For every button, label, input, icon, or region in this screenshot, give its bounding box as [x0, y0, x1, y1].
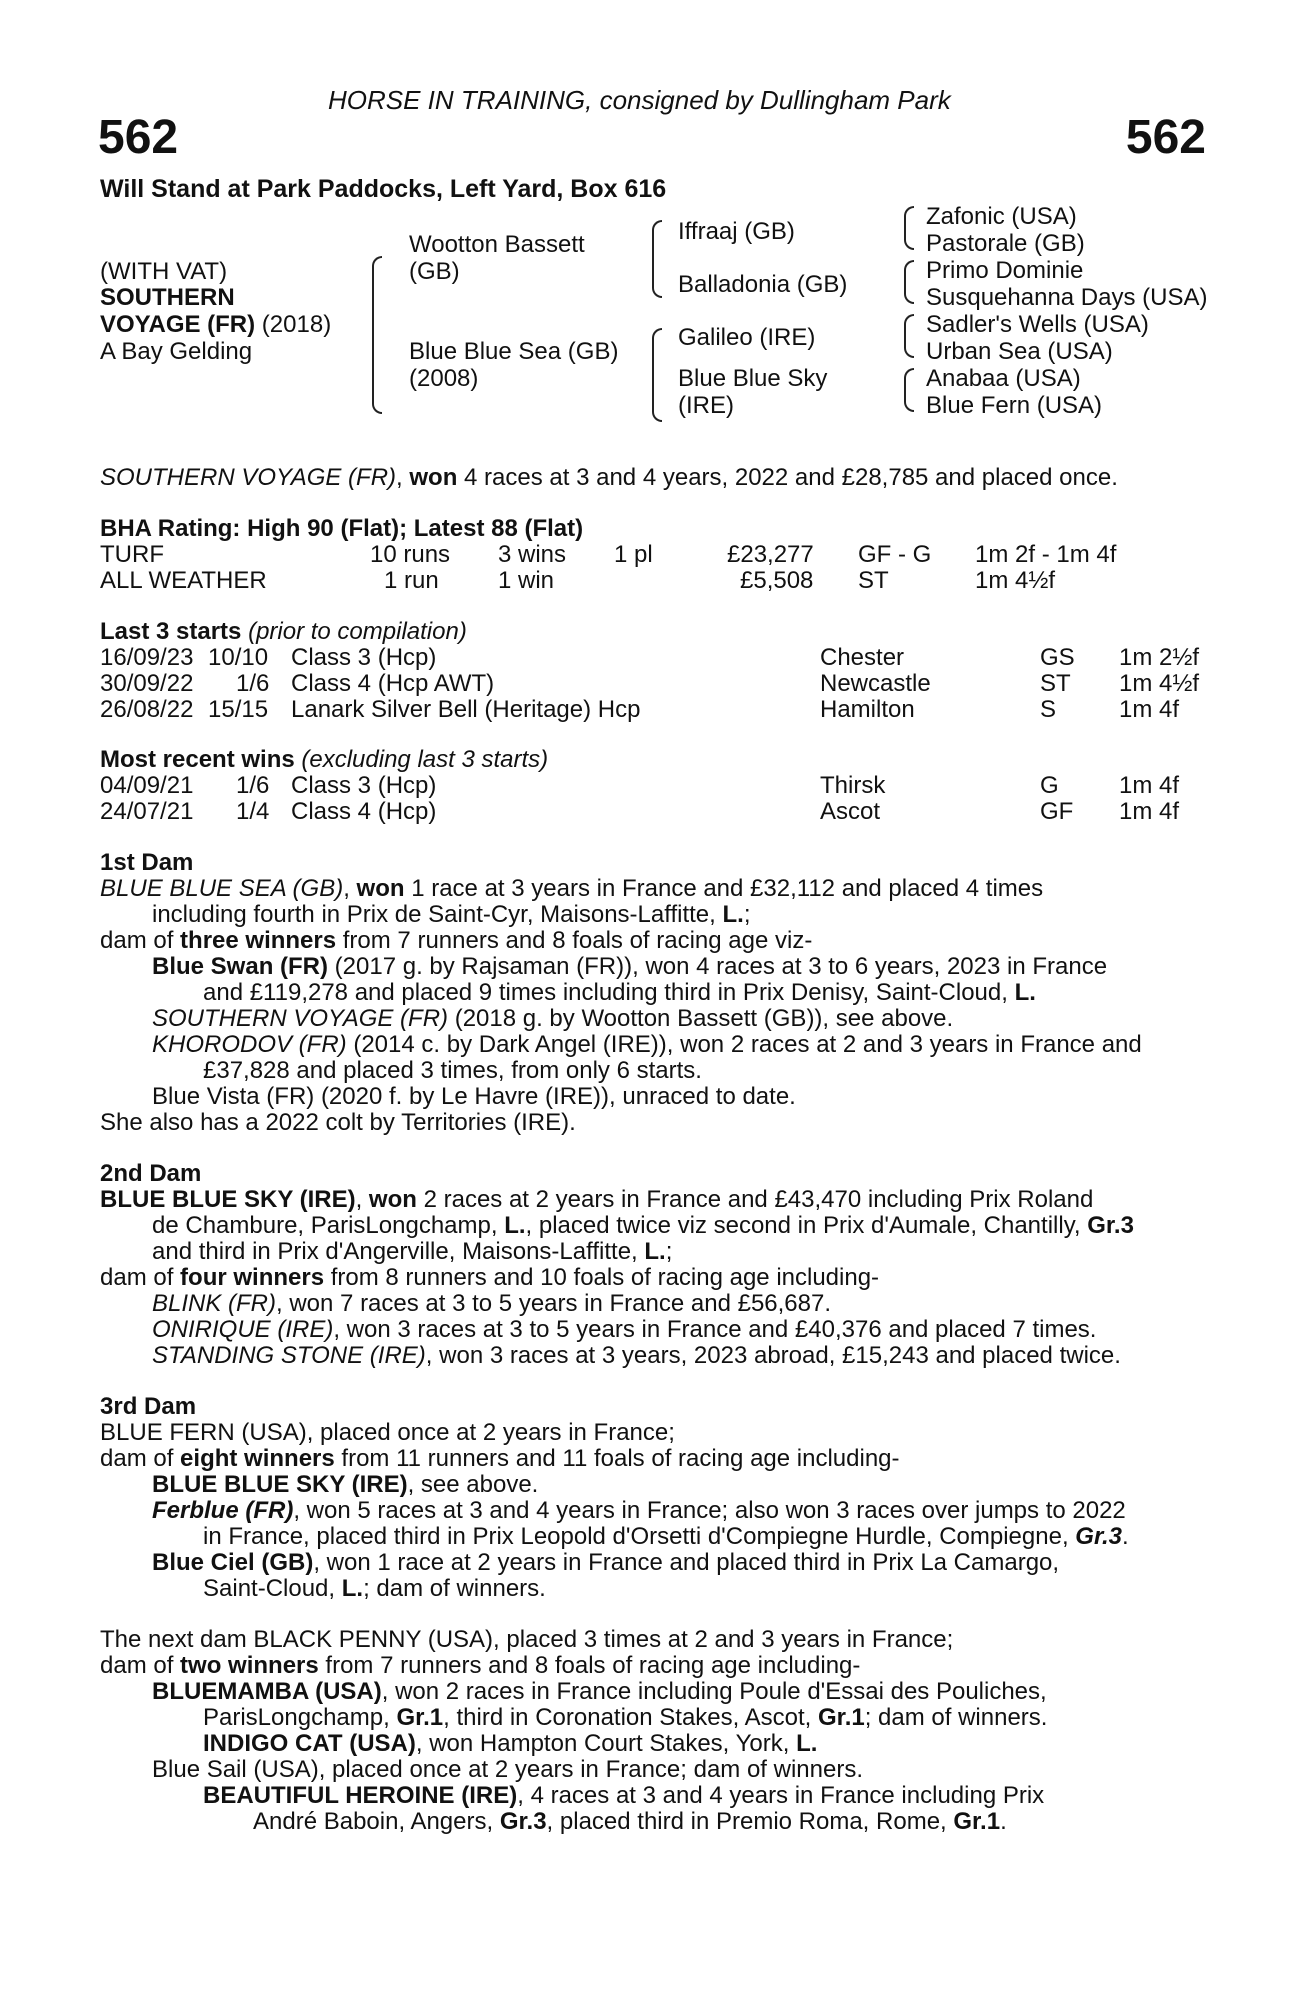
second-dam-won: won [368, 1186, 417, 1213]
produce-winners: four winners [180, 1264, 325, 1291]
ggp-sds: Primo Dominie [926, 257, 1084, 284]
first-dam-foal-note: She also has a 2022 colt by Territories (IRE). [100, 1109, 576, 1136]
listed-mark: L. [644, 1238, 666, 1265]
group-mark: Gr.3 [1087, 1212, 1134, 1239]
start-race: Class 3 (Hcp) [291, 644, 437, 671]
progeny-indigo-cat [203, 1731, 817, 1757]
win-date: 04/09/21 [100, 772, 194, 799]
second-dam-heading: 2nd Dam [100, 1160, 202, 1187]
produce-suffix: from 7 runners and 8 foals of racing age including- [318, 1652, 861, 1679]
listed-mark: L. [504, 1212, 526, 1239]
progeny-blue-swan-l2 [203, 980, 1036, 1006]
second-dam-line1 [100, 1187, 1093, 1213]
progeny-name: INDIGO CAT (USA) [203, 1730, 416, 1757]
progeny-record: , won 2 races in France including Poule d'Essai des Pouliches, [381, 1678, 1047, 1705]
group-mark: Gr.3 [499, 1808, 547, 1835]
progeny-placed: , placed third in Premio Roma, Rome, [546, 1808, 954, 1835]
punct: . [1000, 1808, 1007, 1835]
last-starts-heading [100, 619, 467, 645]
punct: . [1122, 1523, 1129, 1550]
progeny-beautiful-heroine [203, 1783, 1044, 1809]
second-dam-line3 [152, 1239, 672, 1265]
produce-prefix: dam of [100, 1652, 181, 1679]
gp-brace-3 [904, 314, 914, 358]
progeny-blue-ciel-l2 [203, 1576, 546, 1602]
rating-runs: 1 run [384, 567, 439, 594]
dam-name: Blue Blue Sea (GB) [409, 338, 619, 365]
group-mark: Gr.1 [396, 1704, 444, 1731]
start-position: 10/10 [208, 644, 269, 671]
progeny-name: BLINK (FR) [152, 1290, 277, 1317]
first-dam-heading: 1st Dam [100, 849, 194, 876]
progeny-record-cont: Saint-Cloud, [203, 1575, 342, 1602]
third-dam-heading: 3rd Dam [100, 1393, 197, 1420]
produce-prefix: dam of [100, 927, 181, 954]
rating-distance: 1m 2f - 1m 4f [975, 541, 1117, 568]
win-course: Thirsk [820, 772, 886, 799]
progeny-record: (2018 g. by Wootton Bassett (GB)), see above. [448, 1005, 954, 1032]
listed-mark: L. [1014, 979, 1036, 1006]
race-summary [100, 465, 1118, 491]
group-mark: Gr.3 [1075, 1523, 1122, 1550]
dam-dam-name: Blue Blue Sky [678, 365, 828, 392]
summary-comma: , [396, 464, 410, 491]
progeny-record: , won Hampton Court Stakes, York, [415, 1730, 797, 1757]
second-dam-placed: , placed twice viz second in Prix d'Aumale, Chantilly, [525, 1212, 1088, 1239]
horse-name: VOYAGE (FR) [100, 311, 256, 338]
stabling-location: Will Stand at Park Paddocks, Left Yard, Box 616 [100, 175, 667, 203]
progeny-record: , won 3 races at 3 to 5 years in France and £40,376 and placed 7 times. [333, 1316, 1097, 1343]
produce-suffix: from 7 runners and 8 foals of racing age viz- [336, 927, 813, 954]
rating-distance: 1m 4½f [975, 567, 1056, 594]
ggp-sss: Zafonic (USA) [926, 203, 1077, 230]
start-going: S [1040, 696, 1057, 723]
start-position: 15/15 [208, 696, 269, 723]
progeny-record: , won 5 races at 3 and 4 years in France; also won 3 races over jumps to 2022 [293, 1497, 1126, 1524]
horse-name-line1: SOUTHERN [100, 284, 235, 311]
progeny-name: Blue Ciel (GB) [152, 1549, 314, 1576]
progeny-khorodov-l2: £37,828 and placed 3 times, from only 6 starts. [203, 1057, 702, 1084]
recent-wins-title: Most recent wins [100, 746, 295, 773]
progeny-ferblue-l2 [203, 1524, 1129, 1550]
win-race: Class 3 (Hcp) [291, 772, 437, 799]
progeny-name: KHORODOV (FR) [152, 1031, 347, 1058]
ggp-dsd: Urban Sea (USA) [926, 338, 1113, 365]
progeny-onirique [152, 1317, 1096, 1343]
first-dam-line1: BLUE BLUE SEA (GB), won 1 race at 3 years in France and £32,112 and placed 4 times [100, 875, 1044, 902]
progeny-record-end: ; dam of winners. [363, 1575, 546, 1602]
sire-parents-brace [652, 220, 662, 298]
dam-year: (2008) [409, 365, 479, 392]
win-going: GF [1040, 798, 1074, 825]
win-going: G [1040, 772, 1059, 799]
catalogue-header: HORSE IN TRAINING, consigned by Dullingham Park [328, 85, 951, 115]
first-dam-place: including fourth in Prix de Saint-Cyr, Maisons-Laffitte, [152, 901, 723, 928]
progeny-name: Ferblue (FR) [152, 1497, 294, 1524]
progeny-record: , 4 races at 3 and 4 years in France including Prix [517, 1782, 1045, 1809]
start-going: ST [1040, 670, 1071, 697]
lot-number-left: 562 [98, 111, 179, 164]
win-position: 1/4 [236, 798, 270, 825]
rating-money: £23,277 [727, 541, 814, 568]
progeny-record: (2017 g. by Rajsaman (FR)), won 4 races at 3 to 6 years, 2023 in France [328, 953, 1108, 980]
listed-mark: L. [341, 1575, 364, 1602]
group-mark: Gr.1 [953, 1808, 1001, 1835]
win-position: 1/6 [236, 772, 270, 799]
first-dam-produce [100, 928, 812, 954]
first-dam-line2 [152, 902, 751, 928]
progeny-blue-sail: Blue Sail (USA), placed once at 2 years in France; dam of winners. [152, 1756, 863, 1783]
progeny-blue-ciel [152, 1550, 1059, 1576]
produce-suffix: from 11 runners and 11 foals of racing age including- [334, 1445, 900, 1472]
progeny-khorodov [152, 1032, 1142, 1058]
produce-prefix: dam of [100, 1264, 181, 1291]
progeny-ferblue [152, 1498, 1126, 1524]
win-date: 24/07/21 [100, 798, 194, 825]
recent-wins-heading [100, 747, 548, 773]
third-dam-line1: BLUE FERN (USA), placed once at 2 years in France; [100, 1419, 675, 1446]
progeny-record-cont: ParisLongchamp, [203, 1704, 397, 1731]
progeny-name: BEAUTIFUL HEROINE (IRE) [203, 1782, 518, 1809]
horse-year: (2018) [255, 311, 332, 338]
progeny-blue-blue-sky [152, 1472, 538, 1498]
second-dam-record: 2 races at 2 years in France and £43,470 including Prix Roland [416, 1186, 1094, 1213]
rating-going: GF - G [858, 541, 932, 568]
first-dam-record: 1 race at 3 years in France and £32,112 and placed 4 times [404, 875, 1044, 902]
last-starts-note: (prior to compilation) [241, 618, 467, 645]
dam-parents-brace [652, 328, 662, 422]
start-going: GS [1040, 644, 1075, 671]
start-distance: 1m 4½f [1119, 670, 1200, 697]
progeny-record: , won 3 races at 3 years, 2023 abroad, £15,243 and placed twice. [425, 1342, 1121, 1369]
progeny-record-cont: in France, placed third in Prix Leopold d'Orsetti d'Compiegne Hurdle, Compiegne, [203, 1523, 1076, 1550]
listed-mark: L. [722, 901, 744, 928]
ggp-dss: Sadler's Wells (USA) [926, 311, 1149, 338]
last-starts-title: Last 3 starts [100, 618, 242, 645]
progeny-name: Blue Swan (FR) [152, 953, 329, 980]
progeny-name: SOUTHERN VOYAGE (FR) [152, 1005, 449, 1032]
sire-dam-brace [372, 256, 382, 414]
ggp-dds: Anabaa (USA) [926, 365, 1081, 392]
recent-wins-note: (excluding last 3 starts) [294, 746, 549, 773]
rating-surface: ALL WEATHER [100, 567, 267, 594]
start-distance: 1m 4f [1119, 696, 1180, 723]
progeny-blue-swan [152, 954, 1107, 980]
punct: , [355, 1186, 369, 1213]
produce-prefix: dam of [100, 1445, 181, 1472]
horse-description: A Bay Gelding [100, 338, 253, 365]
sire-name: Wootton Bassett [409, 231, 585, 258]
next-dam-produce [100, 1653, 860, 1679]
start-date: 16/09/23 [100, 644, 194, 671]
listed-mark: L. [796, 1730, 818, 1757]
vat-note: (WITH VAT) [100, 258, 228, 285]
second-dam-third: and third in Prix d'Angerville, Maisons-Laffitte, [152, 1238, 645, 1265]
dam-sire: Galileo (IRE) [678, 324, 816, 351]
dam-dam-origin: (IRE) [678, 392, 734, 419]
produce-winners: two winners [180, 1652, 319, 1679]
start-date: 26/08/22 [100, 696, 194, 723]
progeny-beautiful-heroine-l2 [253, 1809, 1007, 1835]
ggp-ssd: Pastorale (GB) [926, 230, 1085, 257]
group-mark: Gr.1 [818, 1704, 865, 1731]
progeny-placed: , third in Coronation Stakes, Ascot, [443, 1704, 819, 1731]
next-dam-line1: The next dam BLACK PENNY (USA), placed 3 times at 2 and 3 years in France; [100, 1626, 954, 1653]
progeny-record: , won 1 race at 2 years in France and placed third in Prix La Camargo, [313, 1549, 1060, 1576]
rating-wins: 1 win [498, 567, 555, 594]
third-dam-produce [100, 1446, 900, 1472]
start-position: 1/6 [236, 670, 270, 697]
sire-origin: (GB) [409, 258, 460, 285]
rating-surface: TURF [100, 541, 164, 568]
second-dam-name: BLUE BLUE SKY (IRE) [100, 1186, 356, 1213]
sire-sire: Iffraaj (GB) [678, 218, 795, 245]
progeny-name: ONIRIQUE (IRE) [152, 1316, 334, 1343]
progeny-bluemamba [152, 1679, 1047, 1705]
start-race: Lanark Silver Bell (Heritage) Hcp [291, 696, 641, 723]
gp-brace-1 [904, 206, 914, 250]
rating-placed: 1 pl [614, 541, 653, 568]
punct: ; [665, 1238, 673, 1265]
summary-horse: SOUTHERN VOYAGE (FR) [100, 464, 397, 491]
gp-brace-2 [904, 260, 914, 304]
progeny-name: STANDING STONE (IRE) [152, 1342, 426, 1369]
win-race: Class 4 (Hcp) [291, 798, 437, 825]
second-dam-produce [100, 1265, 879, 1291]
rating-heading: BHA Rating: High 90 (Flat); Latest 88 (Flat) [100, 515, 584, 542]
rating-going: ST [858, 567, 889, 594]
progeny-record-cont: André Baboin, Angers, [253, 1808, 500, 1835]
produce-suffix: from 8 runners and 10 foals of racing age including- [324, 1264, 880, 1291]
sire-dam: Balladonia (GB) [678, 271, 848, 298]
progeny-bluemamba-l2 [203, 1705, 1047, 1731]
win-distance: 1m 4f [1119, 772, 1180, 799]
progeny-record-end: ; dam of winners. [864, 1704, 1048, 1731]
rating-wins: 3 wins [498, 541, 567, 568]
progeny-record: , won 7 races at 3 to 5 years in France and £56,687. [276, 1290, 832, 1317]
first-dam-name: BLUE BLUE SEA (GB) [100, 875, 344, 902]
rating-money: £5,508 [740, 567, 814, 594]
progeny-blue-vista: Blue Vista (FR) (2020 f. by Le Havre (IRE)), unraced to date. [152, 1083, 796, 1110]
progeny-record-cont: and £119,278 and placed 9 times including third in Prix Denisy, Saint-Cloud, [203, 979, 1015, 1006]
progeny-record: (2014 c. by Dark Angel (IRE)), won 2 races at 2 and 3 years in France and [346, 1031, 1142, 1058]
punct: ; [743, 901, 751, 928]
win-distance: 1m 4f [1119, 798, 1180, 825]
rating-runs: 10 runs [370, 541, 451, 568]
win-course: Ascot [820, 798, 881, 825]
gp-brace-4 [904, 368, 914, 412]
produce-winners: three winners [180, 927, 337, 954]
summary-won: won [409, 464, 458, 491]
start-distance: 1m 2½f [1119, 644, 1200, 671]
progeny-blink [152, 1291, 831, 1317]
start-course: Chester [820, 644, 905, 671]
first-dam-won: won [356, 875, 405, 902]
progeny-name: BLUEMAMBA (USA) [152, 1678, 382, 1705]
progeny-southern-voyage [152, 1006, 953, 1032]
second-dam-record-cont: de Chambure, ParisLongchamp, [152, 1212, 505, 1239]
summary-rest: 4 races at 3 and 4 years, 2022 and £28,785 and placed once. [457, 464, 1118, 491]
start-race: Class 4 (Hcp AWT) [291, 670, 495, 697]
progeny-standing-stone [152, 1343, 1121, 1369]
progeny-record: , see above. [407, 1471, 539, 1498]
horse-name-line2 [100, 312, 331, 338]
produce-winners: eight winners [180, 1445, 335, 1472]
start-course: Newcastle [820, 670, 931, 697]
ggp-sdd: Susquehanna Days (USA) [926, 284, 1208, 311]
ggp-ddd: Blue Fern (USA) [926, 392, 1103, 419]
second-dam-line2 [152, 1213, 1134, 1239]
start-date: 30/09/22 [100, 670, 194, 697]
progeny-name: BLUE BLUE SKY (IRE) [152, 1471, 408, 1498]
lot-number-right: 562 [1125, 111, 1206, 164]
start-course: Hamilton [820, 696, 915, 723]
